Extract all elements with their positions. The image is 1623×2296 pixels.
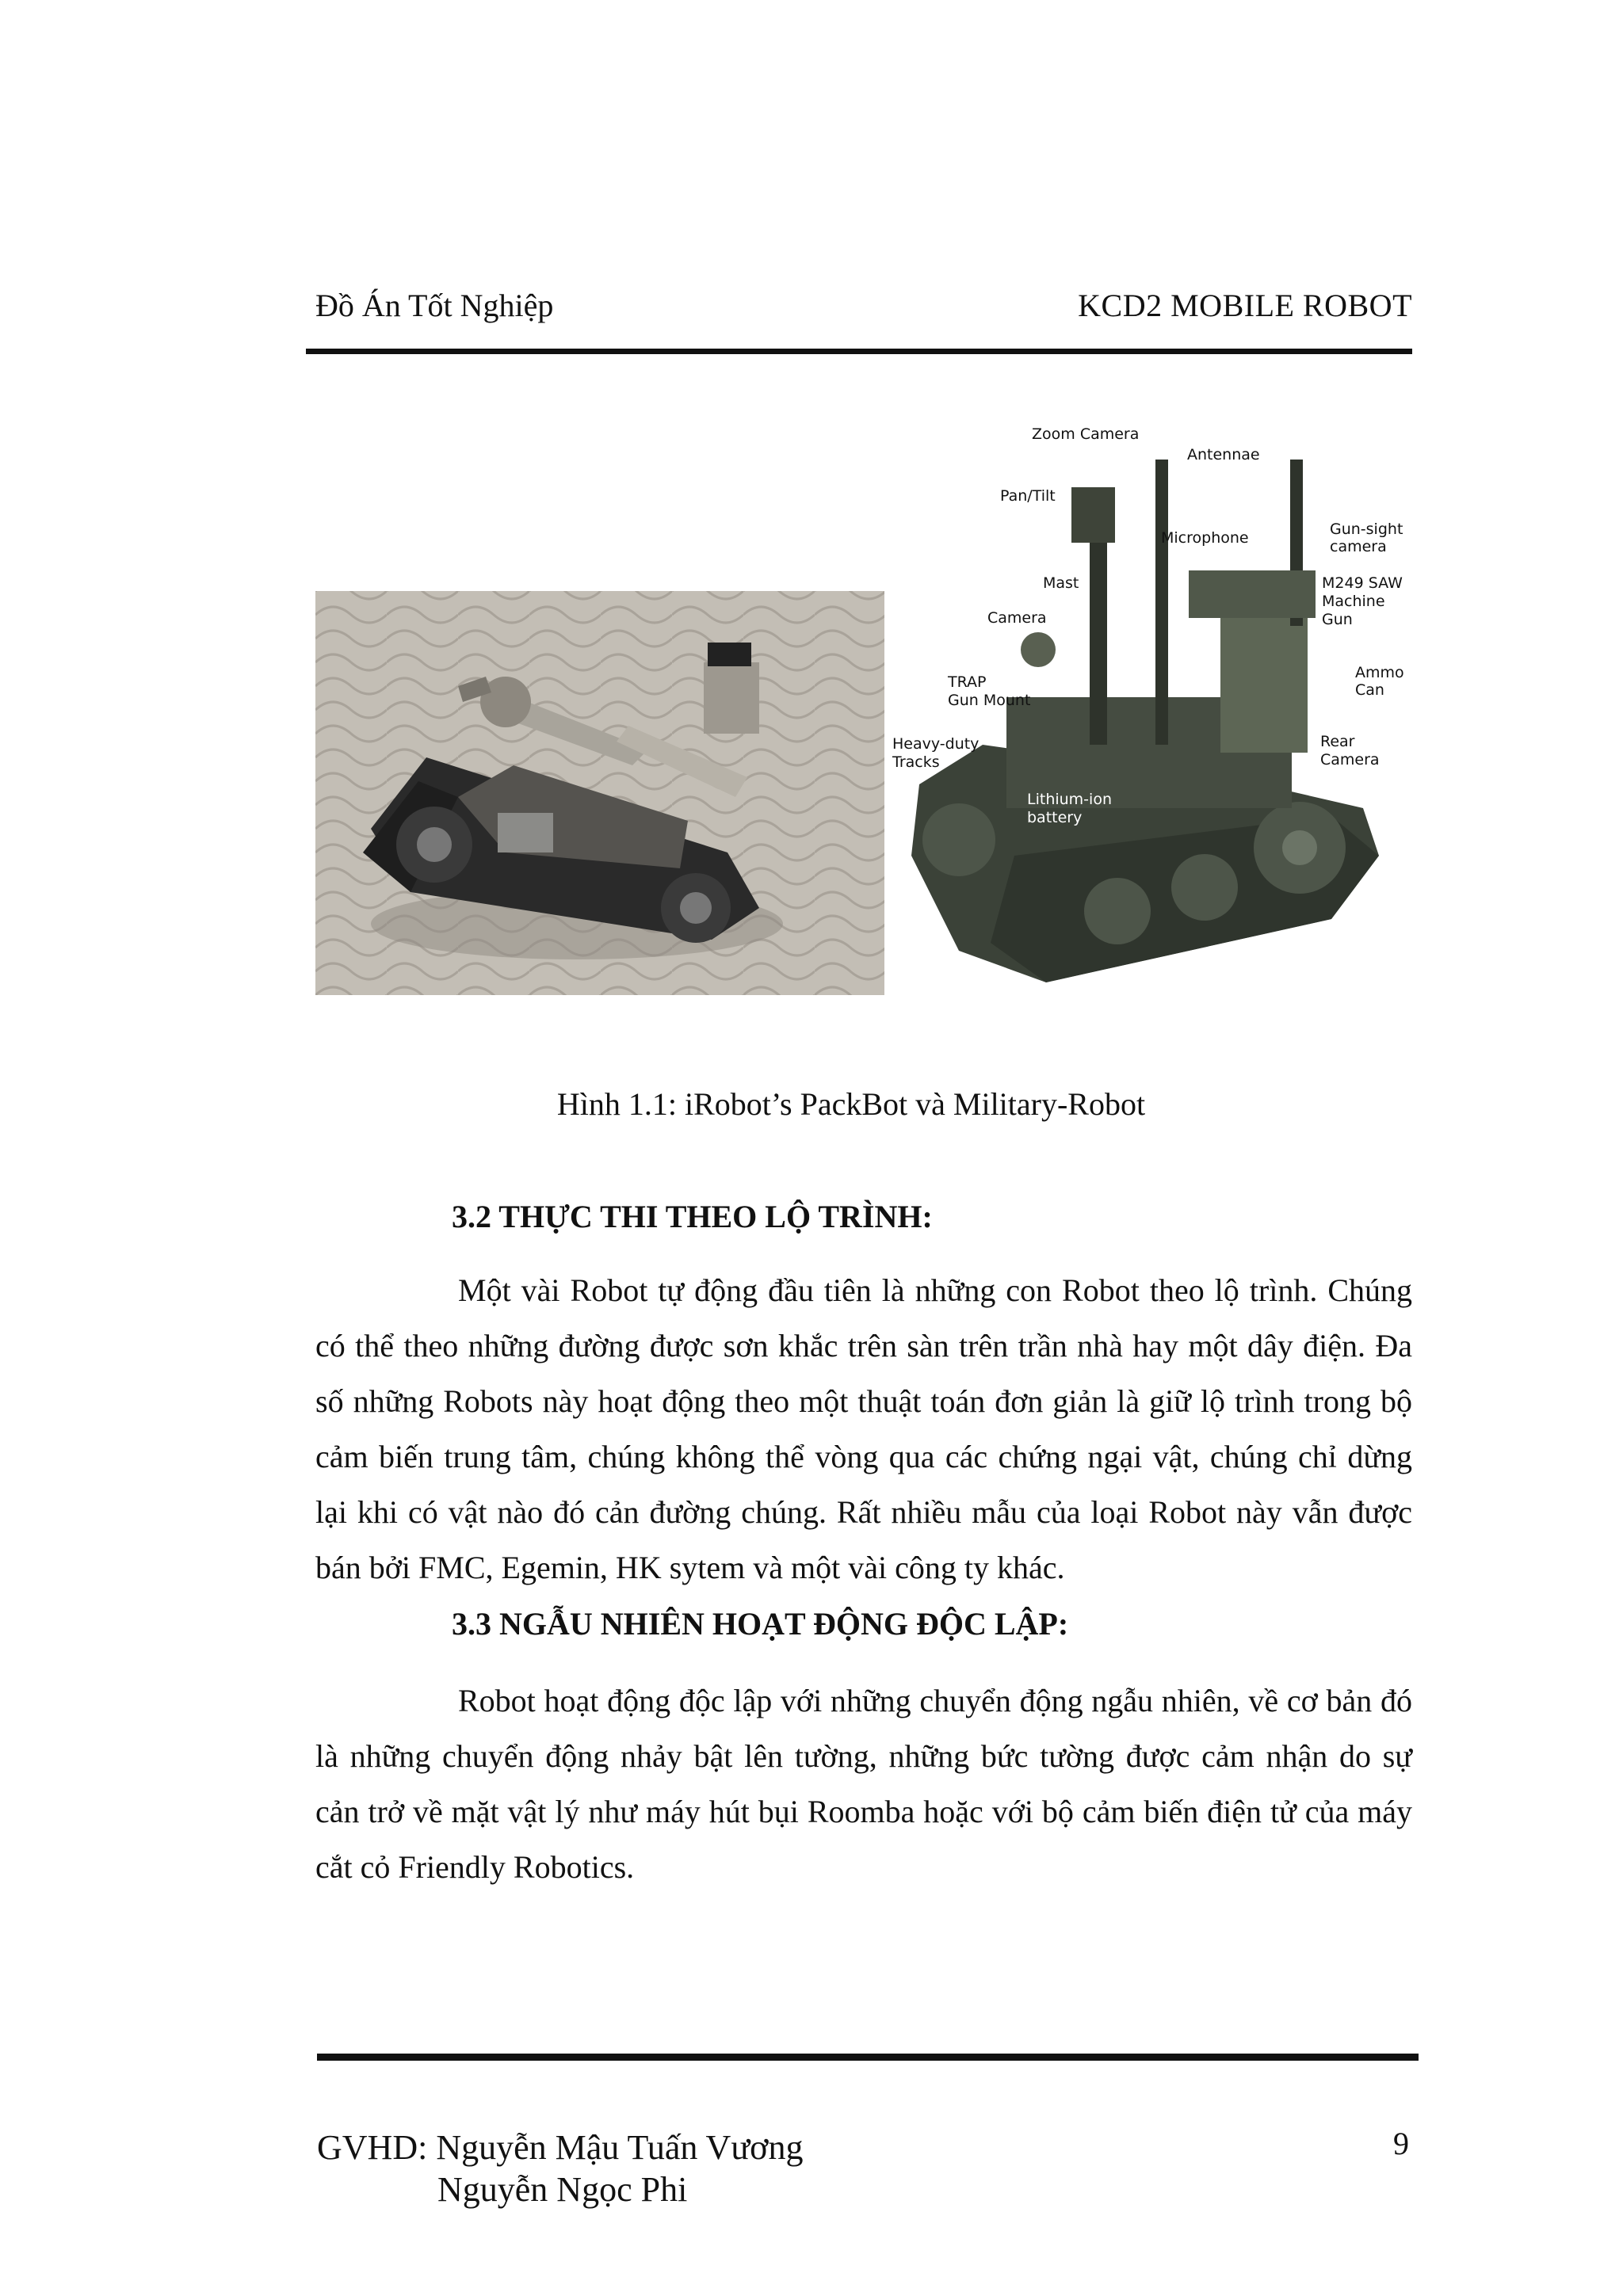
callout-gun-sight-1: Gun-sight bbox=[1330, 521, 1403, 538]
section-3-2-paragraph bbox=[315, 1263, 1412, 1596]
packbot-photo bbox=[315, 591, 884, 995]
callout-zoom-camera: Zoom Camera bbox=[1032, 425, 1140, 443]
callout-trap-2: Gun Mount bbox=[948, 692, 1031, 709]
callout-rear-2: Camera bbox=[1320, 751, 1380, 769]
page-number: 9 bbox=[1393, 2126, 1409, 2161]
header-title: Đồ Án Tốt Nghiệp bbox=[315, 288, 554, 323]
section-heading-3-3: 3.3 NGẪU NHIÊN HOẠT ĐỘNG ĐỘC LẬP: bbox=[452, 1606, 1069, 1642]
paragraph-line: cản trở về mặt vật lý như máy hút bụi Roomba hoặc với bộ cảm biến điện tử của máy bbox=[315, 1794, 1412, 1829]
footer-advisor: GVHD: Nguyễn Mậu Tuấn Vương bbox=[317, 2128, 804, 2167]
section-heading-3-2: 3.2 THỰC THI THEO LỘ TRÌNH: bbox=[452, 1199, 933, 1234]
paragraph-line: Một vài Robot tự động đầu tiên là những con Robot theo lộ trình. Chúng bbox=[458, 1272, 1412, 1308]
header-rule bbox=[306, 349, 1412, 354]
callout-camera: Camera bbox=[987, 609, 1047, 627]
paragraph-line: cảm biến trung tâm, chúng không thể vòng qua các chứng ngại vật, chúng chỉ dừng bbox=[315, 1439, 1412, 1474]
callout-gun-sight-2: camera bbox=[1330, 538, 1387, 555]
footer-advisor-2: Nguyễn Ngọc Phi bbox=[437, 2170, 688, 2209]
callout-mast: Mast bbox=[1043, 574, 1079, 592]
callout-battery-1: Lithium-ion bbox=[1027, 791, 1112, 808]
paragraph-line: số những Robots này hoạt động theo một thuật toán đơn giản là giữ lộ trình trong bộ bbox=[315, 1383, 1412, 1419]
callout-antennae: Antennae bbox=[1187, 446, 1260, 463]
figure-caption-text: Hình 1.1: iRobot’s PackBot và Military-Robot bbox=[556, 1086, 1146, 1122]
figure-caption bbox=[0, 1085, 1623, 1123]
callout-m249-1: M249 SAW bbox=[1322, 574, 1403, 592]
callout-ammo-2: Can bbox=[1355, 681, 1384, 699]
paragraph-line: có thể theo những đường được sơn khắc trên sàn trên trần nhà hay một dây điện. Đa bbox=[315, 1328, 1412, 1363]
callout-rear-1: Rear bbox=[1320, 733, 1355, 750]
callout-m249-3: Gun bbox=[1322, 611, 1353, 628]
callout-ammo-1: Ammo bbox=[1355, 664, 1404, 681]
paragraph-line: là những chuyển động nhảy bật lên tường, những bức tường được cảm nhận do sự bbox=[315, 1738, 1412, 1774]
paragraph-line: Robot hoạt động độc lập với những chuyển động ngẫu nhiên, về cơ bản đó bbox=[458, 1683, 1412, 1718]
section-3-3-paragraph bbox=[315, 1673, 1412, 1895]
military-robot-photo bbox=[888, 412, 1426, 998]
callout-microphone: Microphone bbox=[1161, 529, 1249, 547]
paragraph-line: bán bởi FMC, Egemin, HK sytem và một vài công ty khác. bbox=[315, 1550, 1065, 1585]
paragraph-line: cắt cỏ Friendly Robotics. bbox=[315, 1849, 635, 1885]
header-project: KCD2 MOBILE ROBOT bbox=[1078, 288, 1412, 323]
callout-pan-tilt: Pan/Tilt bbox=[1000, 487, 1056, 505]
callout-heavy-2: Tracks bbox=[892, 753, 940, 771]
paragraph-line: lại khi có vật nào đó cản đường chúng. Rất nhiều mẫu của loại Robot này vẫn được bbox=[315, 1494, 1412, 1530]
callout-trap-1: TRAP bbox=[948, 673, 987, 691]
callout-heavy-1: Heavy-duty bbox=[892, 735, 980, 753]
callout-battery-2: battery bbox=[1027, 809, 1083, 826]
footer-rule bbox=[317, 2054, 1419, 2061]
callout-m249-2: Machine bbox=[1322, 593, 1385, 610]
